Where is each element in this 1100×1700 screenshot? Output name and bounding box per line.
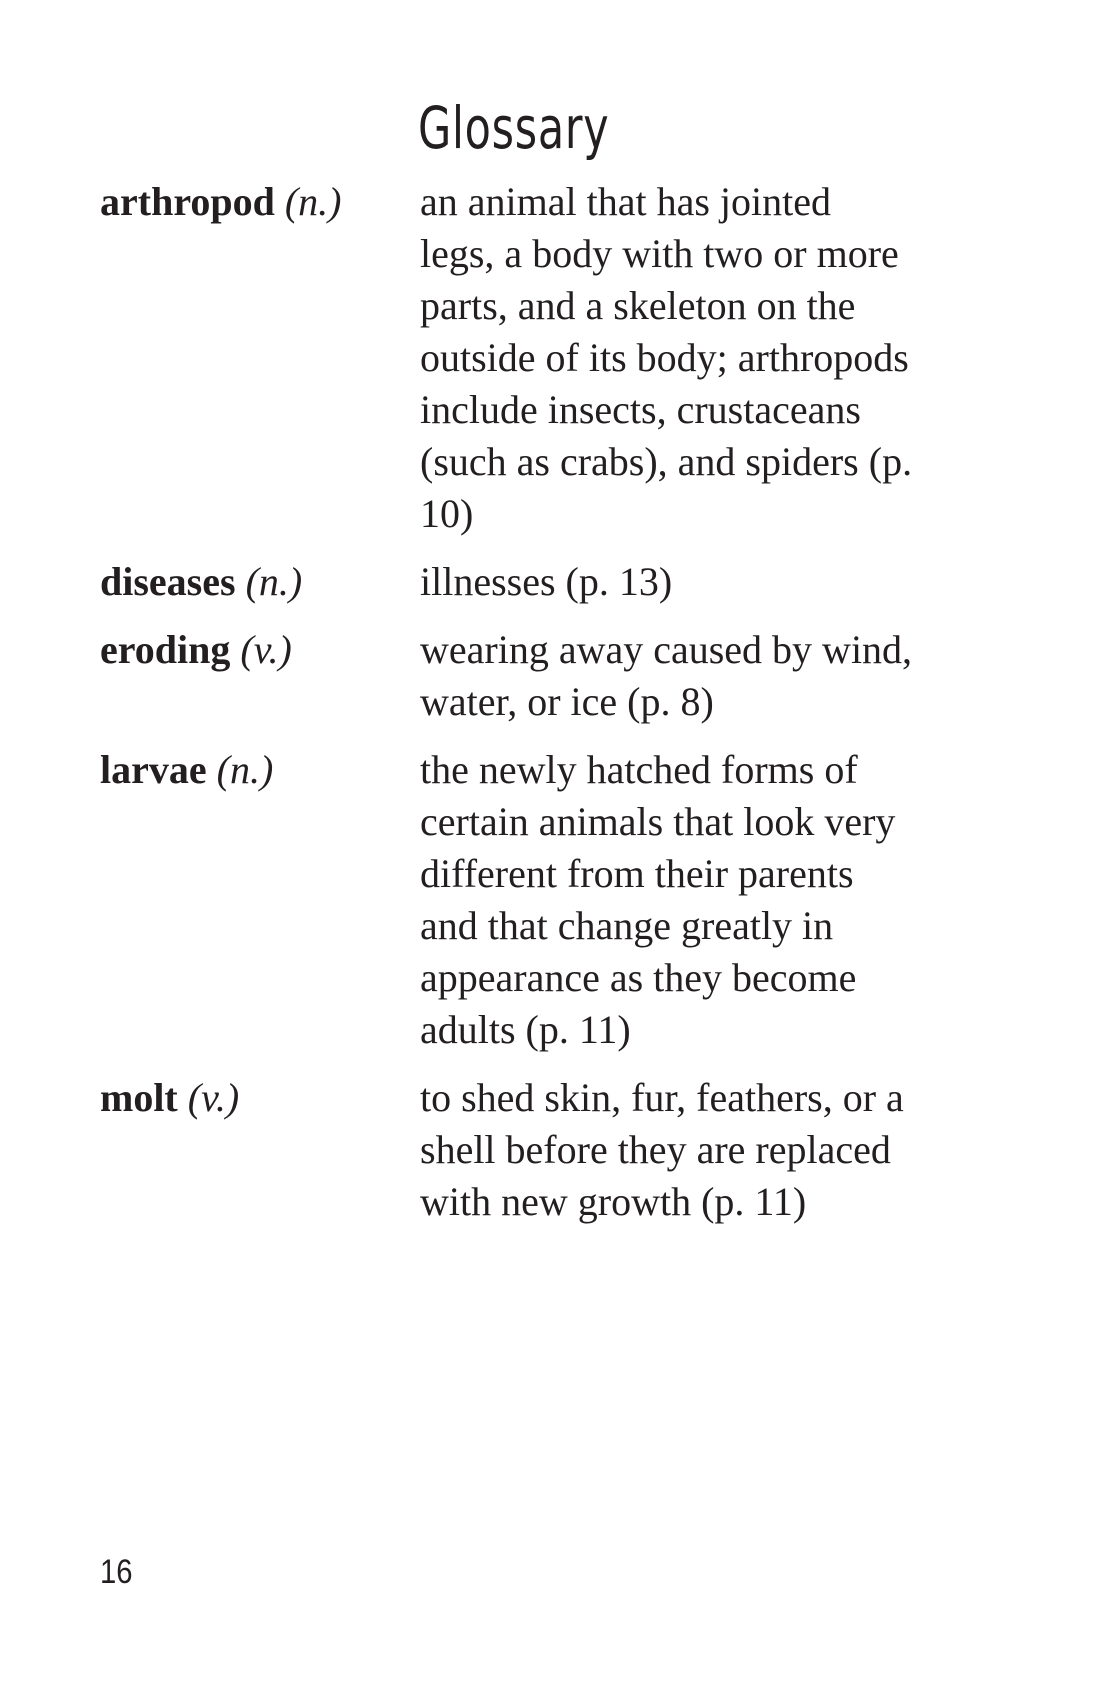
part-of-speech: (v.) [240, 627, 292, 672]
glossary-term: larvae [100, 747, 207, 792]
glossary-definition: wearing away caused by wind, water, or ice (p. 8) [420, 627, 913, 724]
glossary-entry [100, 624, 1020, 728]
page-title: Glossary [418, 94, 610, 162]
glossary-term-cell [100, 744, 420, 796]
glossary-term: molt [100, 1075, 178, 1120]
glossary-term: eroding [100, 627, 231, 672]
part-of-speech: (v.) [187, 1075, 240, 1120]
glossary-term-cell [100, 176, 420, 228]
glossary-definition: an animal that has jointed legs, a body with two or more parts, and a skeleton on the outside of its body; arthropods include insects, crustaceans (such as crabs), and spiders (p. 10) [420, 179, 913, 536]
glossary-entry [100, 744, 1020, 1056]
part-of-speech: (n.) [284, 179, 342, 224]
glossary-definition: to shed skin, fur, feathers, or a shell before they are replaced with new growth (p. 11) [420, 1075, 904, 1224]
glossary-entry [100, 556, 1020, 608]
glossary-entry [100, 1072, 1020, 1228]
glossary-term-cell [100, 556, 420, 608]
glossary-term: arthropod [100, 179, 275, 224]
glossary-definition: illnesses (p. 13) [420, 559, 673, 604]
glossary-term: diseases [100, 559, 236, 604]
glossary-list [100, 176, 1020, 1228]
part-of-speech: (n.) [245, 559, 303, 604]
glossary-entry [100, 176, 1020, 540]
glossary-term-cell [100, 624, 420, 676]
page-number: 16 [100, 1553, 133, 1591]
glossary-term-cell [100, 1072, 420, 1124]
glossary-definition: the newly hatched forms of certain animals that look very different from their parents and that change greatly in appearance as they become adults (p. 11) [420, 747, 896, 1052]
part-of-speech: (n.) [216, 747, 274, 792]
